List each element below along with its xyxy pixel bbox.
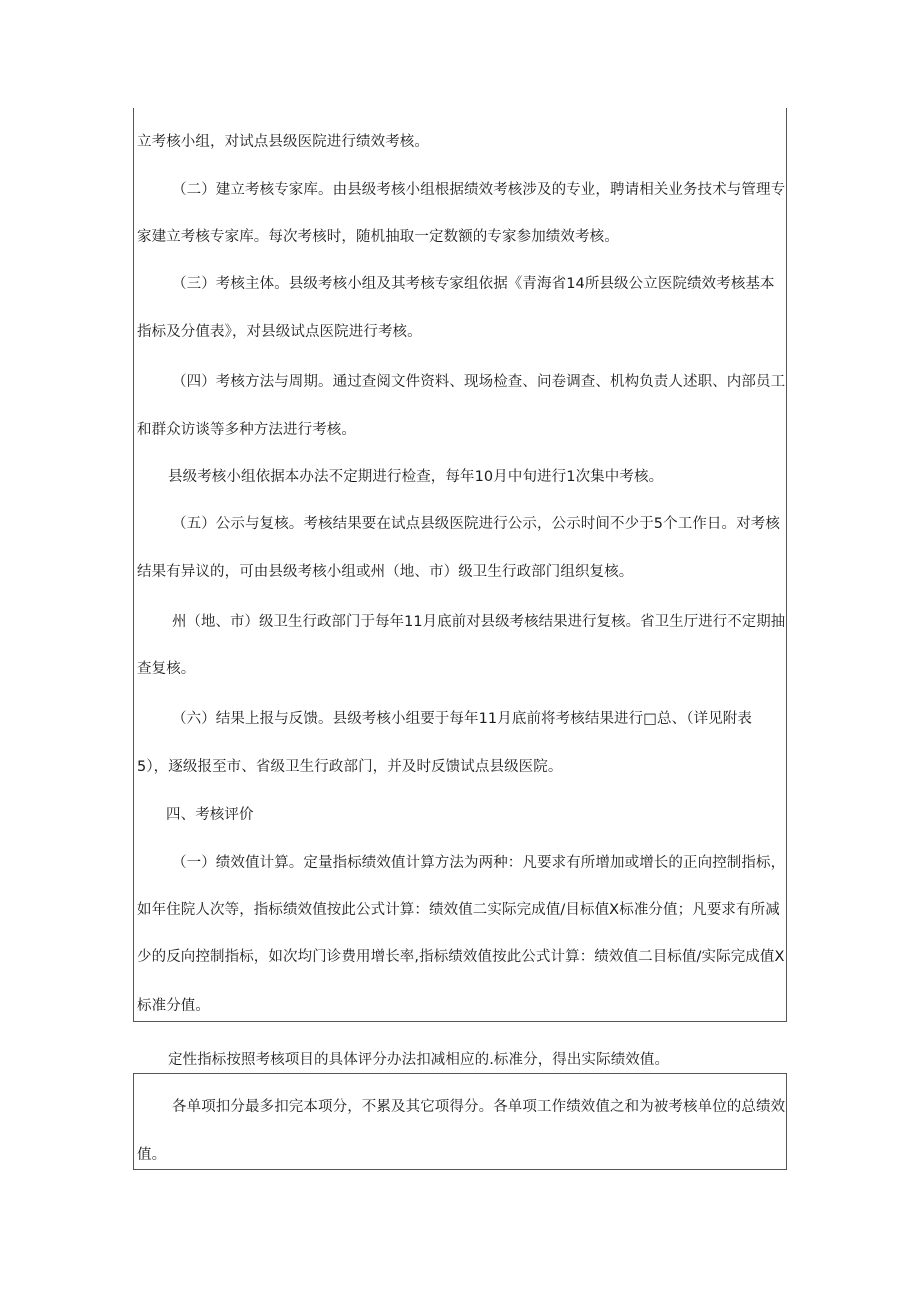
section-heading: 四、考核评价 (166, 807, 254, 823)
paragraph-line: 指标及分值表》，对县级试点医院进行考核。 (137, 324, 422, 340)
paragraph-line: 如年住院人次等，指标绩效值按此公式计算：绩效值二实际完成值/目标值X标准分值；凡要求有所减 (137, 902, 780, 918)
paragraph-line: （二）建立考核专家库。由县级考核小组根据绩效考核涉及的专业，聘请相关业务技术与管理专 (172, 182, 786, 198)
text-frame-bottom (133, 1073, 787, 1170)
paragraph-line: （五）公示与复核。考核结果要在试点县级医院进行公示，公示时间不少于5个工作日。对考核 (172, 516, 780, 532)
paragraph-line: 查复核。 (137, 661, 196, 677)
paragraph-line: 州（地、市）级卫生行政部门于每年11月底前对县级考核结果进行复核。省卫生厅进行不定期抽 (172, 614, 786, 630)
paragraph-line: （三）考核主体。县级考核小组及其考核专家组依据《青海省14所县级公立医院绩效考核基本 (172, 276, 775, 292)
paragraph-line: 和群众访谈等多种方法进行考核。 (137, 422, 356, 438)
paragraph-line: 县级考核小组依据本办法不定期进行检查，每年10月中旬进行1次集中考核。 (168, 469, 664, 485)
paragraph-line: 定性指标按照考核项目的具体评分办法扣减相应的.标准分，得出实际绩效值。 (168, 1052, 670, 1068)
paragraph-line: 立考核小组，对试点县级医院进行绩效考核。 (137, 134, 429, 150)
paragraph-line: 标准分值。 (137, 998, 210, 1014)
paragraph-line: （四）考核方法与周期。通过查阅文件资料、现场检查、问卷调查、机构负责人述职、内部员工 (172, 374, 786, 390)
paragraph-line: （一）绩效值计算。定量指标绩效值计算方法为两种：凡要求有所增加或增长的正向控制指标， (172, 855, 786, 871)
paragraph-line: 各单项扣分最多扣完本项分，不累及其它项得分。各单项工作绩效值之和为被考核单位的总绩效 (172, 1099, 786, 1115)
paragraph-line: 值。 (137, 1147, 167, 1163)
paragraph-line: （六）结果上报与反馈。县级考核小组要于每年11月底前将考核结果进行□总、（详见附表 (172, 711, 752, 727)
paragraph-line: 家建立考核专家库。每次考核时，随机抽取一定数额的专家参加绩效考核。 (137, 229, 619, 245)
paragraph-line: 少的反向控制指标，如次均门诊费用增长率,指标绩效值按此公式计算：绩效值二目标值/实际完成值X (137, 949, 785, 965)
paragraph-line: 5），逐级报至市、省级卫生行政部门，并及时反馈试点县级医院。 (137, 759, 563, 775)
paragraph-line: 结果有异议的，可由县级考核小组或州（地、市）级卫生行政部门组织复核。 (137, 564, 634, 580)
